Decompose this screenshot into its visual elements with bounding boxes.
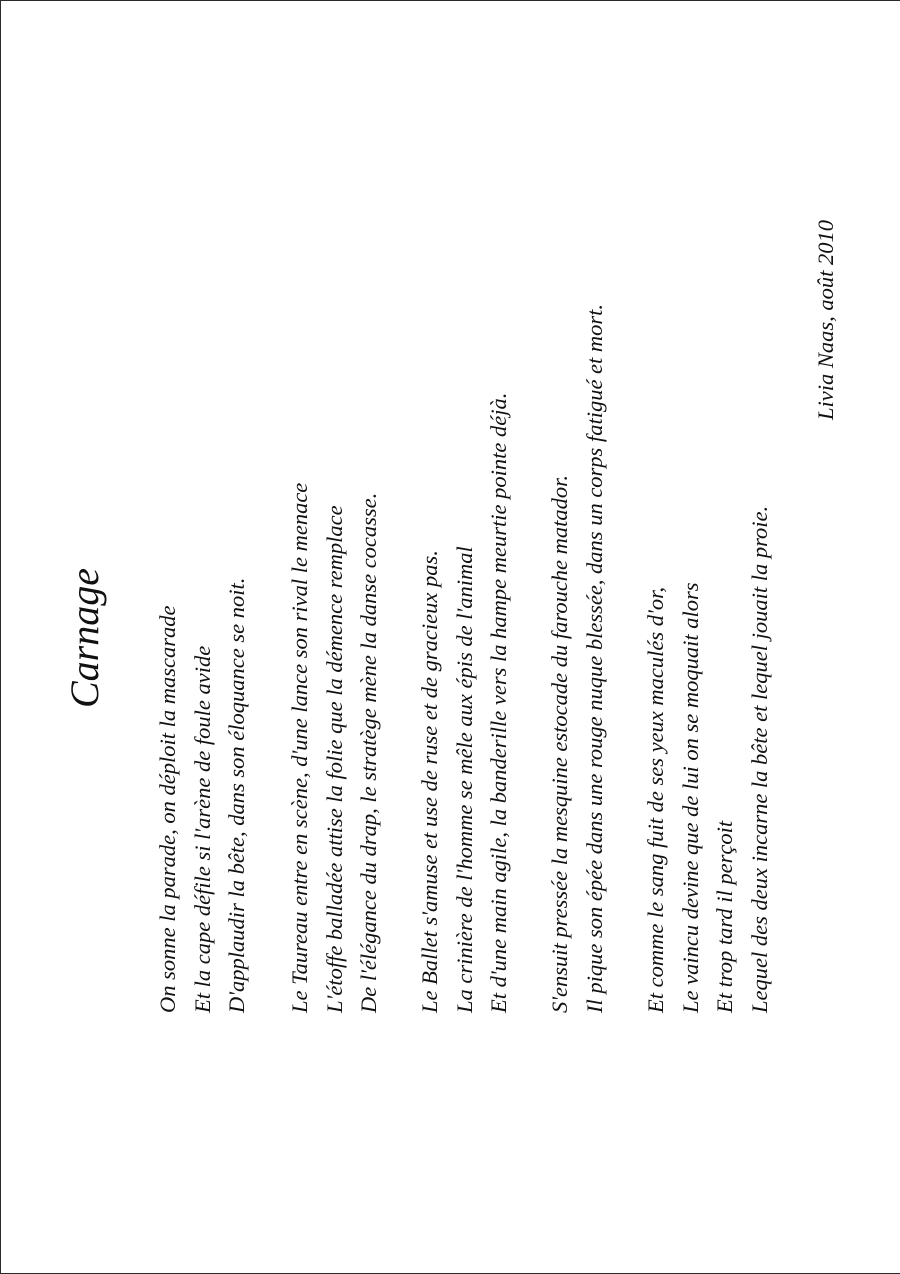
stanza-5 — [639, 506, 777, 1013]
poem-line: Et comme le sang fuit de ses yeux maculés d'or, — [643, 587, 668, 1013]
poem-line: La crinière de l'homme se mêle aux épis de l'animal — [451, 546, 477, 1013]
poem-title: Carnage — [62, 568, 107, 708]
poem-line: Il pique son épée dans une rouge nuque blessée, dans un corps fatigué et mort. — [581, 303, 607, 1013]
poem-line: Lequel des deux incarne la bête et lequel jouait la proie. — [746, 505, 772, 1013]
stanza-3 — [413, 393, 517, 1013]
poem-line: Le Ballet s'amuse et use de ruse et de gracieux pas. — [417, 550, 442, 1013]
poem-line: L'étoffe balladée attise la folie que la démence remplace — [321, 505, 347, 1013]
poem-line: Le Taureau entre en scène, d'une lance son rival le menace — [287, 482, 312, 1013]
poem-line: On sonne la parade, on déploit la mascarade — [155, 605, 180, 1013]
poem-line: D'applaudir la bête, dans son éloquance se noit. — [224, 577, 249, 1013]
stanza-1 — [151, 578, 255, 1013]
poem-signature: Livia Naas, août 2010 — [813, 219, 838, 420]
poem-line: Et d'une main agile, la banderille vers la hampe meurtie pointe déjà. — [486, 392, 511, 1013]
poem-line: Et la cape défile si l'arène de foule avide — [189, 645, 215, 1013]
rotated-sheet — [1, 1, 900, 1274]
poem-line: Le vaincu devine que de lui on se moquait alors — [677, 582, 703, 1013]
stanza-4 — [543, 304, 612, 1013]
poem-line: S'ensuit pressée la mesquine estocade du farouche matador. — [547, 474, 572, 1013]
poem-line: Et trop tard il perçoit — [712, 820, 737, 1013]
stanza-2 — [283, 483, 387, 1013]
poem-line: De l'élégance du drap, le stratège mène la danse cocasse. — [356, 492, 381, 1013]
